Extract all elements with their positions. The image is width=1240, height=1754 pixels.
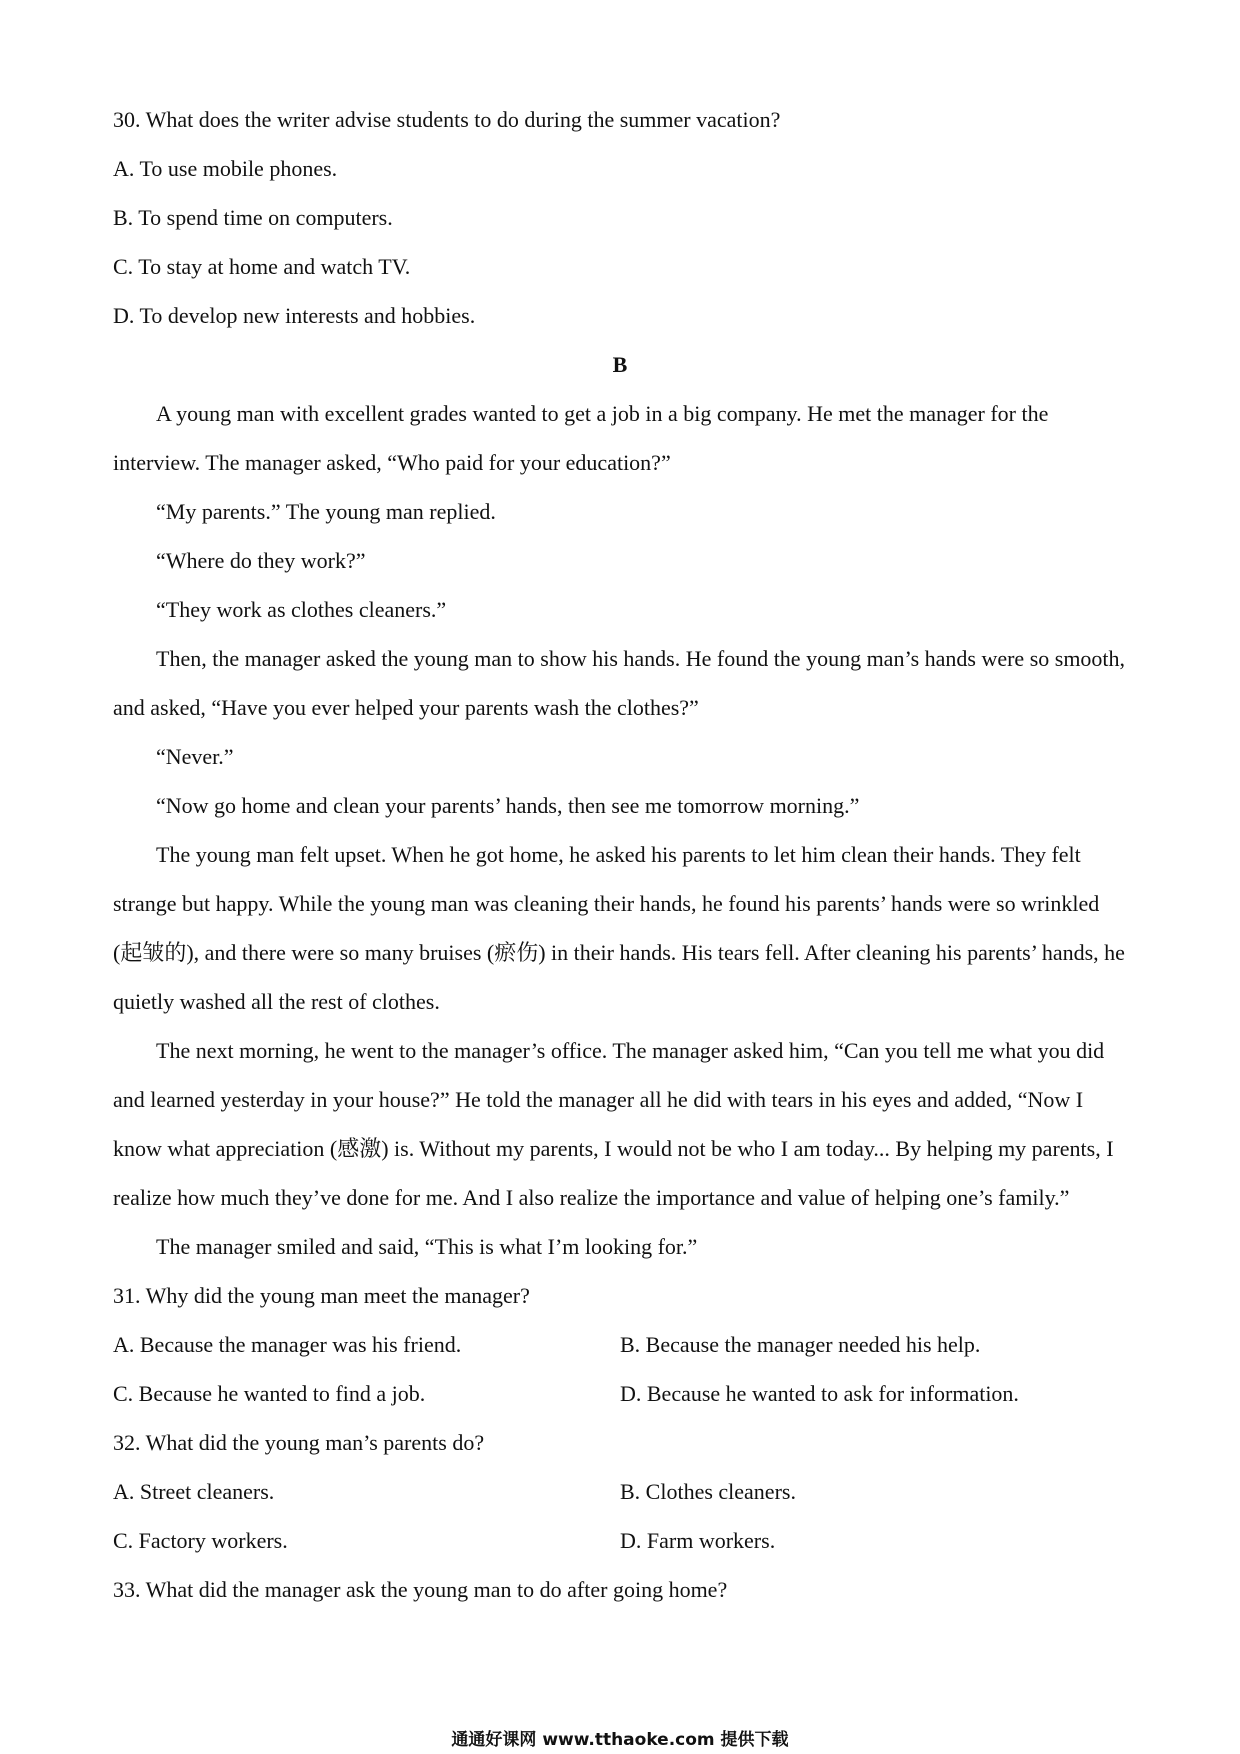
q31-option-a: A. Because the manager was his friend.: [113, 1332, 462, 1357]
passage-line: realize how much they’ve done for me. And I also realize the importance and value of helping one’s family.”: [113, 1185, 1070, 1210]
passage-line: “Where do they work?”: [156, 548, 366, 573]
passage-line: The manager smiled and said, “This is what I’m looking for.”: [156, 1234, 698, 1259]
q30-option-a: A. To use mobile phones.: [113, 156, 338, 181]
passage-line: A young man with excellent grades wanted to get a job in a big company. He met the manager for the: [156, 401, 1049, 426]
passage-line: interview. The manager asked, “Who paid for your education?”: [113, 450, 671, 475]
passage-line: “Never.”: [156, 744, 234, 769]
footer-source: 通通好课网 www.tthaoke.com 提供下载: [451, 1730, 789, 1750]
question-30: 30. What does the writer advise students to do during the summer vacation?: [113, 107, 781, 132]
passage-line: and asked, “Have you ever helped your parents wash the clothes?”: [113, 695, 699, 720]
question-32: 32. What did the young man’s parents do?: [113, 1430, 485, 1455]
q31-option-c: C. Because he wanted to find a job.: [113, 1381, 426, 1406]
passage-line: “My parents.” The young man replied.: [156, 499, 496, 524]
question-33: 33. What did the manager ask the young man to do after going home?: [113, 1577, 728, 1602]
passage-line: strange but happy. While the young man was cleaning their hands, he found his parents’ hands were so wrinkled: [113, 891, 1100, 916]
passage-line: and learned yesterday in your house?” He told the manager all he did with tears in his eyes and added, “Now I: [113, 1087, 1084, 1112]
q32-option-a: A. Street cleaners.: [113, 1479, 275, 1504]
q30-option-c: C. To stay at home and watch TV.: [113, 254, 411, 279]
q30-option-d: D. To develop new interests and hobbies.: [113, 303, 476, 328]
passage-line: The young man felt upset. When he got home, he asked his parents to let him clean their hands. They felt: [156, 842, 1081, 867]
passage-line: “Now go home and clean your parents’ hands, then see me tomorrow morning.”: [156, 793, 860, 818]
question-31: 31. Why did the young man meet the manager?: [113, 1283, 530, 1308]
q31-option-b: B. Because the manager needed his help.: [620, 1332, 981, 1357]
passage-line: “They work as clothes cleaners.”: [156, 597, 447, 622]
q30-option-b: B. To spend time on computers.: [113, 205, 393, 230]
passage-line: Then, the manager asked the young man to show his hands. He found the young man’s hands were so smooth,: [156, 646, 1126, 671]
q32-option-c: C. Factory workers.: [113, 1528, 288, 1553]
q31-option-d: D. Because he wanted to ask for information.: [620, 1381, 1019, 1406]
q32-option-d: D. Farm workers.: [620, 1528, 776, 1553]
passage-line: quietly washed all the rest of clothes.: [113, 989, 440, 1014]
passage-line: The next morning, he went to the manager’s office. The manager asked him, “Can you tell me what you did: [156, 1038, 1105, 1063]
section-heading: B: [612, 352, 628, 377]
q32-option-b: B. Clothes cleaners.: [620, 1479, 796, 1504]
passage-line: know what appreciation (感激) is. Without my parents, I would not be who I am today... By helping my parents, I: [113, 1136, 1114, 1161]
passage-line: (起皱的), and there were so many bruises (瘀伤) in their hands. His tears fell. After cleaning his parents’ hands, he: [113, 940, 1125, 965]
